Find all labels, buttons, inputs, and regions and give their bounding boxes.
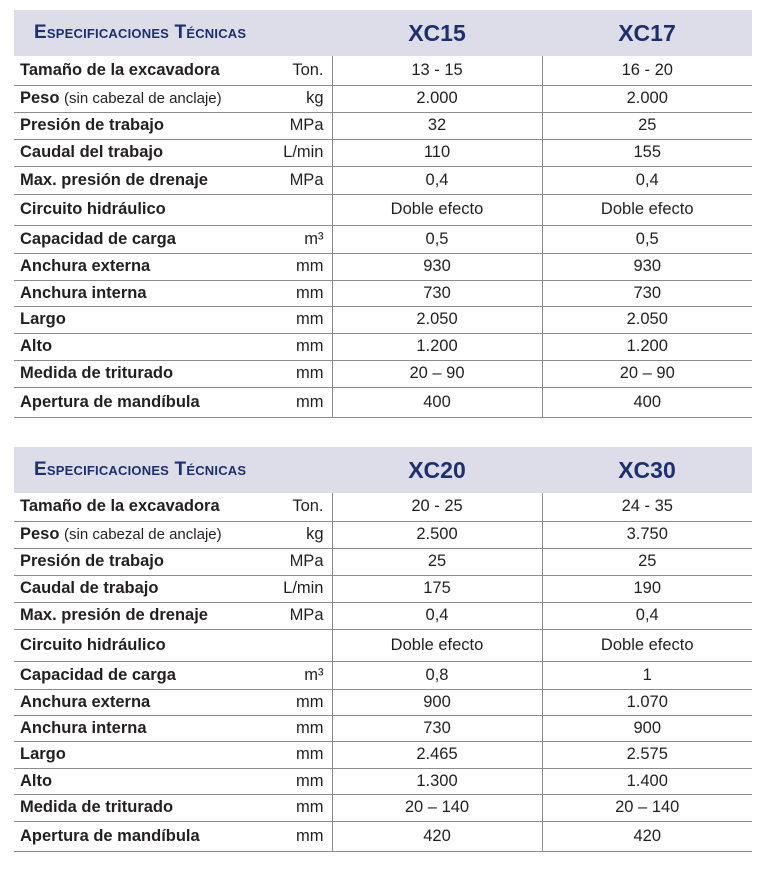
row-value: 2.050 <box>542 306 752 333</box>
row-unit: mm <box>296 283 324 302</box>
row-value: 2.050 <box>332 306 542 333</box>
table-row <box>14 387 752 417</box>
row-unit: MPa <box>289 116 324 134</box>
row-value: 155 <box>542 139 752 166</box>
row-unit: kg <box>306 89 324 107</box>
row-label-cell <box>14 112 332 139</box>
table-title: Especificaciones Técnicas <box>14 10 332 56</box>
row-value: 420 <box>542 821 752 851</box>
row-label: Anchura interna <box>20 283 147 302</box>
row-value: 2.000 <box>542 85 752 112</box>
row-label: Apertura de mandíbula <box>20 392 200 411</box>
row-unit: mm <box>296 745 324 763</box>
row-unit: MPa <box>289 606 324 624</box>
row-value: 20 - 25 <box>332 493 542 521</box>
row-value: 2.575 <box>542 741 752 768</box>
row-label: Capacidad de carga <box>20 665 176 684</box>
row-label-cell <box>14 741 332 768</box>
row-label-cell <box>14 629 332 661</box>
table-header-row <box>14 447 752 493</box>
table-header-row <box>14 10 752 56</box>
row-value: 20 – 90 <box>542 360 752 387</box>
row-value: 0,4 <box>542 602 752 629</box>
row-unit: mm <box>296 310 324 328</box>
row-unit: mm <box>296 771 324 790</box>
model-name: XC20 <box>332 447 542 493</box>
row-label-cell <box>14 139 332 166</box>
row-label: Medida de triturado <box>20 364 174 382</box>
row-label-note: (sin cabezal de anclaje) <box>64 526 222 543</box>
row-label-cell <box>14 166 332 194</box>
table-row <box>14 166 752 194</box>
row-unit: mm <box>296 826 324 845</box>
row-label: Capacidad de carga <box>20 229 176 248</box>
row-label-cell <box>14 575 332 602</box>
row-label: Peso <box>20 89 60 107</box>
row-label: Anchura externa <box>20 692 151 711</box>
row-unit: mm <box>296 337 324 355</box>
row-label-cell <box>14 602 332 629</box>
row-label-cell <box>14 521 332 548</box>
row-unit: kg <box>306 525 324 543</box>
table-row <box>14 306 752 333</box>
row-label-cell <box>14 661 332 689</box>
row-value: 900 <box>542 715 752 741</box>
row-value: 190 <box>542 575 752 602</box>
row-value: 110 <box>332 139 542 166</box>
row-value: 24 - 35 <box>542 493 752 521</box>
table-row <box>14 741 752 768</box>
table-row <box>14 602 752 629</box>
row-value: 930 <box>332 253 542 280</box>
row-label-cell <box>14 253 332 280</box>
row-label: Caudal del trabajo <box>20 143 164 161</box>
row-unit: L/min <box>283 143 324 161</box>
row-value: 3.750 <box>542 521 752 548</box>
row-unit: MPa <box>289 552 324 570</box>
row-label-cell <box>14 715 332 741</box>
row-value: 930 <box>542 253 752 280</box>
row-label: Tamaño de la excavadora <box>20 60 220 79</box>
table-row <box>14 139 752 166</box>
row-value: 400 <box>332 387 542 417</box>
row-label: Max. presión de drenaje <box>20 170 208 189</box>
row-value: 20 – 140 <box>542 794 752 821</box>
row-value: 1.200 <box>332 333 542 360</box>
row-value: 25 <box>542 112 752 139</box>
row-unit: MPa <box>289 170 324 189</box>
row-value: 32 <box>332 112 542 139</box>
table-row <box>14 85 752 112</box>
row-label-cell <box>14 689 332 715</box>
row-label: Anchura interna <box>20 718 147 737</box>
row-value: 0,5 <box>542 225 752 253</box>
table-title: Especificaciones Técnicas <box>14 447 332 493</box>
table-row <box>14 715 752 741</box>
table-row <box>14 548 752 575</box>
row-unit: mm <box>296 257 324 275</box>
table-row <box>14 253 752 280</box>
row-label: Medida de triturado <box>20 798 174 816</box>
row-label-cell <box>14 387 332 417</box>
row-value: Doble efecto <box>332 194 542 225</box>
row-unit: L/min <box>283 579 324 597</box>
row-value: 0,4 <box>332 602 542 629</box>
row-label-cell <box>14 306 332 333</box>
row-label: Max. presión de drenaje <box>20 606 208 624</box>
table-row <box>14 360 752 387</box>
row-value: 420 <box>332 821 542 851</box>
row-label-cell <box>14 194 332 225</box>
row-value: 20 – 140 <box>332 794 542 821</box>
row-value: 25 <box>332 548 542 575</box>
row-label-cell <box>14 493 332 521</box>
model-name: XC17 <box>542 10 752 56</box>
row-unit: mm <box>296 718 324 737</box>
row-label: Circuito hidráulico <box>20 635 166 654</box>
row-value: 0,8 <box>332 661 542 689</box>
spec-table-xc20-xc30 <box>14 447 752 852</box>
table-row <box>14 493 752 521</box>
row-value: Doble efecto <box>542 194 752 225</box>
model-name: XC15 <box>332 10 542 56</box>
row-label-cell <box>14 56 332 85</box>
row-value: 0,4 <box>332 166 542 194</box>
row-value: 0,5 <box>332 225 542 253</box>
table-row <box>14 821 752 851</box>
row-value: 25 <box>542 548 752 575</box>
table-row <box>14 225 752 253</box>
row-value: 1.200 <box>542 333 752 360</box>
row-label: Circuito hidráulico <box>20 200 166 218</box>
table-row <box>14 689 752 715</box>
row-label: Apertura de mandíbula <box>20 826 200 845</box>
row-label: Largo <box>20 310 66 328</box>
table-row <box>14 768 752 794</box>
table-row <box>14 629 752 661</box>
row-label-note: (sin cabezal de anclaje) <box>64 90 222 107</box>
row-value: 1.400 <box>542 768 752 794</box>
row-label: Presión de trabajo <box>20 116 164 134</box>
row-unit: Ton. <box>292 497 324 516</box>
row-unit: mm <box>296 692 324 711</box>
row-value: 2.465 <box>332 741 542 768</box>
row-label: Anchura externa <box>20 257 151 275</box>
row-label-cell <box>14 85 332 112</box>
row-label-cell <box>14 225 332 253</box>
row-label-cell <box>14 768 332 794</box>
table-row <box>14 794 752 821</box>
spec-rows <box>14 493 752 851</box>
row-value: 20 – 90 <box>332 360 542 387</box>
row-label-cell <box>14 360 332 387</box>
table-row <box>14 112 752 139</box>
row-value: 1 <box>542 661 752 689</box>
row-label-cell <box>14 794 332 821</box>
row-value: 730 <box>332 280 542 306</box>
row-unit: m³ <box>304 229 324 248</box>
row-label-cell <box>14 333 332 360</box>
model-name: XC30 <box>542 447 752 493</box>
row-value: 400 <box>542 387 752 417</box>
row-value: 900 <box>332 689 542 715</box>
spec-table-xc15-xc17 <box>14 10 752 418</box>
row-value: 16 - 20 <box>542 56 752 85</box>
row-value: 730 <box>542 280 752 306</box>
row-label: Presión de trabajo <box>20 552 164 570</box>
table-row <box>14 661 752 689</box>
row-unit: Ton. <box>292 60 324 79</box>
row-label-cell <box>14 280 332 306</box>
row-unit: mm <box>296 392 324 411</box>
row-value: Doble efecto <box>542 629 752 661</box>
row-label-cell <box>14 548 332 575</box>
row-unit: m³ <box>304 665 324 684</box>
table-row <box>14 280 752 306</box>
row-value: Doble efecto <box>332 629 542 661</box>
table-row <box>14 56 752 85</box>
table-row <box>14 194 752 225</box>
table-row <box>14 333 752 360</box>
row-value: 1.070 <box>542 689 752 715</box>
row-value: 0,4 <box>542 166 752 194</box>
row-value: 2.000 <box>332 85 542 112</box>
row-value: 730 <box>332 715 542 741</box>
row-label-cell <box>14 821 332 851</box>
row-value: 175 <box>332 575 542 602</box>
table-row <box>14 521 752 548</box>
row-unit: mm <box>296 798 324 816</box>
spec-rows <box>14 56 752 417</box>
row-label: Largo <box>20 745 66 763</box>
row-label: Tamaño de la excavadora <box>20 497 220 516</box>
row-value: 13 - 15 <box>332 56 542 85</box>
row-label: Peso <box>20 525 60 543</box>
row-value: 2.500 <box>332 521 542 548</box>
row-value: 1.300 <box>332 768 542 794</box>
row-label: Caudal de trabajo <box>20 579 159 597</box>
row-unit: mm <box>296 364 324 382</box>
row-label: Alto <box>20 771 53 790</box>
table-row <box>14 575 752 602</box>
row-label: Alto <box>20 337 53 355</box>
